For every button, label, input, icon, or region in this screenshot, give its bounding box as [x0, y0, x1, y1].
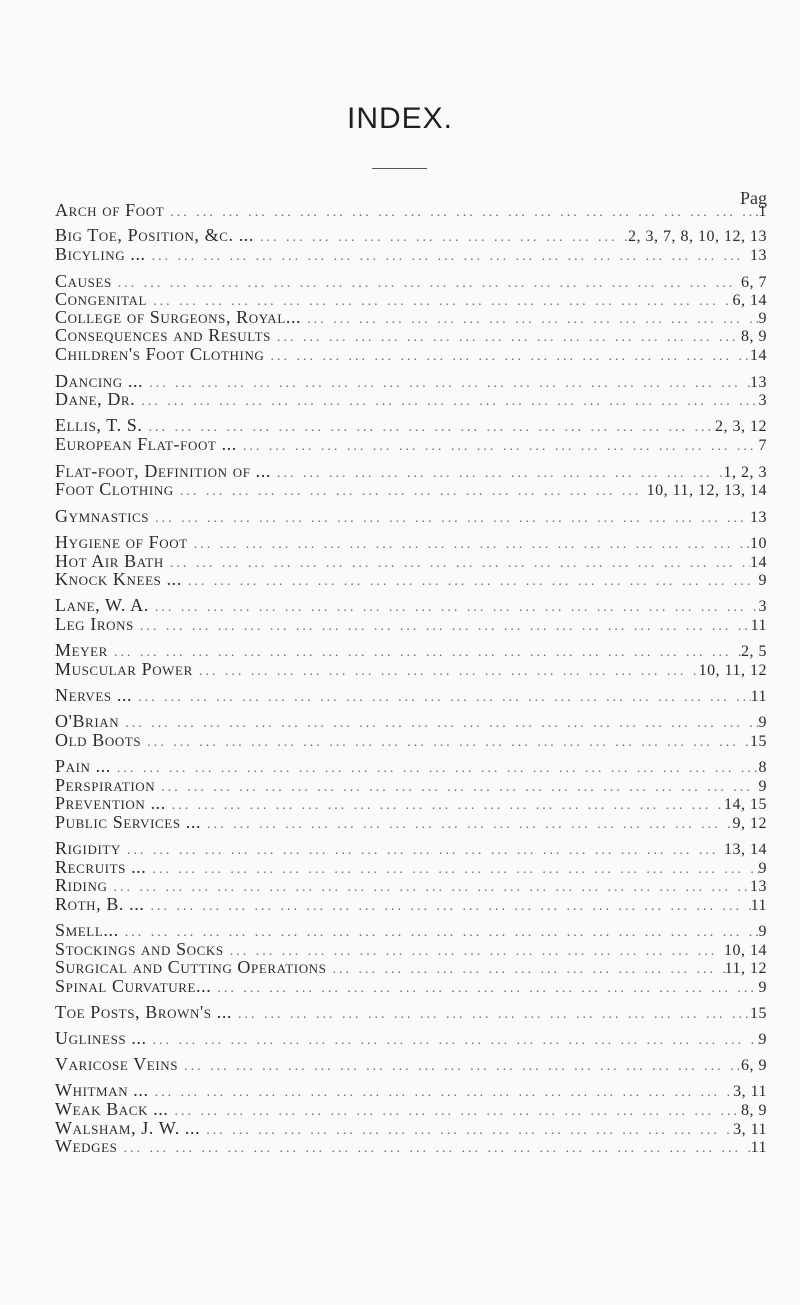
- index-page-numbers: 9: [758, 923, 767, 940]
- index-term: Perspiration: [55, 775, 156, 795]
- index-page-numbers: 10, 14: [724, 942, 767, 959]
- index-term: Walsham, J. W. ...: [55, 1118, 201, 1138]
- index-term: Recruits ...: [55, 857, 147, 877]
- leader-dots: [132, 686, 750, 710]
- index-term: College of Surgeons, Royal...: [55, 307, 302, 327]
- index-term: Nerves ...: [55, 685, 133, 705]
- index-entry: [55, 728, 767, 752]
- index-entry: [55, 432, 767, 456]
- index-entry: [55, 1134, 767, 1158]
- index-term: Wedges: [55, 1136, 118, 1156]
- index-term: Leg Irons: [55, 614, 134, 634]
- index-page-numbers: 8, 9: [741, 1102, 767, 1119]
- index-term: Knock Knees ...: [55, 569, 182, 589]
- index-page-numbers: 11, 12: [724, 960, 767, 977]
- index-page-numbers: 15: [750, 1005, 767, 1022]
- index-page-numbers: 9: [758, 310, 767, 327]
- index-page-numbers: 2, 3, 12: [715, 418, 767, 435]
- index-term: Arch of Foot: [55, 200, 165, 220]
- index-term: Old Boots: [55, 730, 142, 750]
- index-term: Causes: [55, 271, 112, 291]
- leader-dots: [141, 731, 750, 755]
- index-entry: [55, 974, 767, 998]
- leader-dots: [134, 615, 751, 639]
- index-entry: [55, 342, 767, 366]
- leader-dots: [144, 895, 750, 919]
- index-page-numbers: 11: [750, 617, 767, 634]
- index-term: Consequences and Results: [55, 325, 271, 345]
- index-term: Prevention ...: [55, 793, 166, 813]
- index-term: Toe Posts, Brown's ...: [55, 1002, 233, 1022]
- index-term: European Flat-foot ...: [55, 434, 237, 454]
- index-term: Dancing ...: [55, 371, 144, 391]
- leader-dots: [164, 201, 758, 225]
- index-entry: [55, 683, 767, 707]
- index-term: Big Toe, Position, &c. ...: [55, 225, 254, 245]
- index-page-numbers: 13: [750, 878, 767, 895]
- index-page-numbers: 3: [758, 598, 767, 615]
- index-entry: [55, 1052, 767, 1076]
- index-page-numbers: 7: [758, 437, 767, 454]
- index-term: Stockings and Socks: [55, 939, 224, 959]
- index-page-numbers: 3, 11: [733, 1121, 767, 1138]
- index-page-numbers: 15: [750, 733, 767, 750]
- index-term: Rigidity: [55, 838, 121, 858]
- index-term: Foot Clothing: [55, 479, 174, 499]
- index-entry: [55, 198, 767, 222]
- index-page-numbers: 10: [750, 535, 767, 552]
- index-term: O'Brian: [55, 711, 120, 731]
- index-entry: [55, 612, 767, 636]
- index-page-numbers: 2, 3, 7, 8, 10, 12, 13: [628, 228, 767, 245]
- index-term: Surgical and Cutting Operations: [55, 957, 327, 977]
- index-page-numbers: 1, 2, 3: [723, 464, 767, 481]
- index-term: Roth, B. ...: [55, 894, 145, 914]
- index-term: Hot Air Bath: [55, 551, 164, 571]
- leader-dots: [193, 660, 699, 684]
- index-term: Children's Foot Clothing: [55, 344, 265, 364]
- leader-dots: [201, 813, 732, 837]
- index-term: Bicyling ...: [55, 244, 146, 264]
- index-entry: [55, 477, 767, 501]
- index-page-numbers: 6, 7: [741, 274, 767, 291]
- index-term: Pain ...: [55, 756, 111, 776]
- index-term: Ugliness ...: [55, 1028, 147, 1048]
- index-term: Meyer: [55, 640, 108, 660]
- index-term: Riding: [55, 875, 108, 895]
- index-term: Dane, Dr.: [55, 389, 136, 409]
- title-divider: [372, 168, 427, 169]
- index-page-numbers: 13: [750, 374, 767, 391]
- leader-dots: [149, 507, 750, 531]
- index-page-numbers: 8: [758, 759, 767, 776]
- index-term: Smell...: [55, 920, 119, 940]
- index-page-numbers: 14, 15: [724, 796, 767, 813]
- leader-dots: [174, 480, 647, 504]
- index-term: Congenital: [55, 289, 148, 309]
- index-entry: [55, 810, 767, 834]
- index-page-numbers: 2, 5: [741, 643, 767, 660]
- index-page-numbers: 6, 14: [732, 292, 767, 309]
- index-term: Ellis, T. S.: [55, 415, 143, 435]
- index-page-numbers: 14: [750, 554, 767, 571]
- index-page-numbers: 10, 11, 12: [698, 662, 767, 679]
- index-entry: [55, 504, 767, 528]
- index-term: Hygiene of Foot: [55, 532, 188, 552]
- index-term: Varicose Veins: [55, 1054, 179, 1074]
- index-entry: [55, 892, 767, 916]
- index-term: Flat-foot, Definition of ...: [55, 461, 271, 481]
- index-term: Whitman ...: [55, 1080, 149, 1100]
- index-entry: [55, 1026, 767, 1050]
- page-column-header: Pag: [740, 188, 767, 208]
- index-page-numbers: 9: [758, 778, 767, 795]
- index-page-numbers: 9: [758, 860, 767, 877]
- index-page-numbers: 13: [750, 247, 767, 264]
- leader-dots: [182, 570, 759, 594]
- index-term: Gymnastics: [55, 506, 150, 526]
- index-page-numbers: 13, 14: [724, 841, 767, 858]
- index-page-numbers: 3: [758, 392, 767, 409]
- index-page-numbers: 11: [750, 688, 767, 705]
- page-title: INDEX.: [346, 102, 454, 135]
- index-page-numbers: 6, 9: [741, 1057, 767, 1074]
- index-term: Weak Back ...: [55, 1099, 169, 1119]
- index-page-numbers: 9: [758, 572, 767, 589]
- leader-dots: [135, 390, 758, 414]
- index-page-numbers: 3, 11: [733, 1083, 767, 1100]
- index-entry: [55, 242, 767, 266]
- leader-dots: [237, 435, 759, 459]
- leader-dots: [264, 345, 750, 369]
- index-entry: [55, 567, 767, 591]
- index-entry: [55, 387, 767, 411]
- index-page-numbers: 9: [758, 979, 767, 996]
- index-entry: [55, 1000, 767, 1024]
- index-term: Lane, W. A.: [55, 595, 149, 615]
- index-page-numbers: 10, 11, 12, 13, 14: [646, 482, 767, 499]
- index-page-numbers: 9: [758, 714, 767, 731]
- leader-dots: [147, 1029, 759, 1053]
- index-page-numbers: 8, 9: [741, 328, 767, 345]
- index-term: Public Services ...: [55, 812, 202, 832]
- leader-dots: [232, 1003, 750, 1027]
- index-page-numbers: 13: [750, 509, 767, 526]
- leader-dots: [117, 1137, 750, 1161]
- index-page-numbers: 14: [750, 347, 767, 364]
- leader-dots: [178, 1055, 741, 1079]
- index-page-numbers: 11: [750, 1139, 767, 1156]
- index-term: Muscular Power: [55, 659, 193, 679]
- index-page-numbers: 1: [758, 203, 767, 220]
- index-page-numbers: 11: [750, 897, 767, 914]
- index-term: Spinal Curvature...: [55, 976, 212, 996]
- leader-dots: [211, 977, 758, 1001]
- index-page-numbers: 9, 12: [732, 815, 767, 832]
- index-page-numbers: 9: [758, 1031, 767, 1048]
- leader-dots: [146, 245, 750, 269]
- index-entry: [55, 657, 767, 681]
